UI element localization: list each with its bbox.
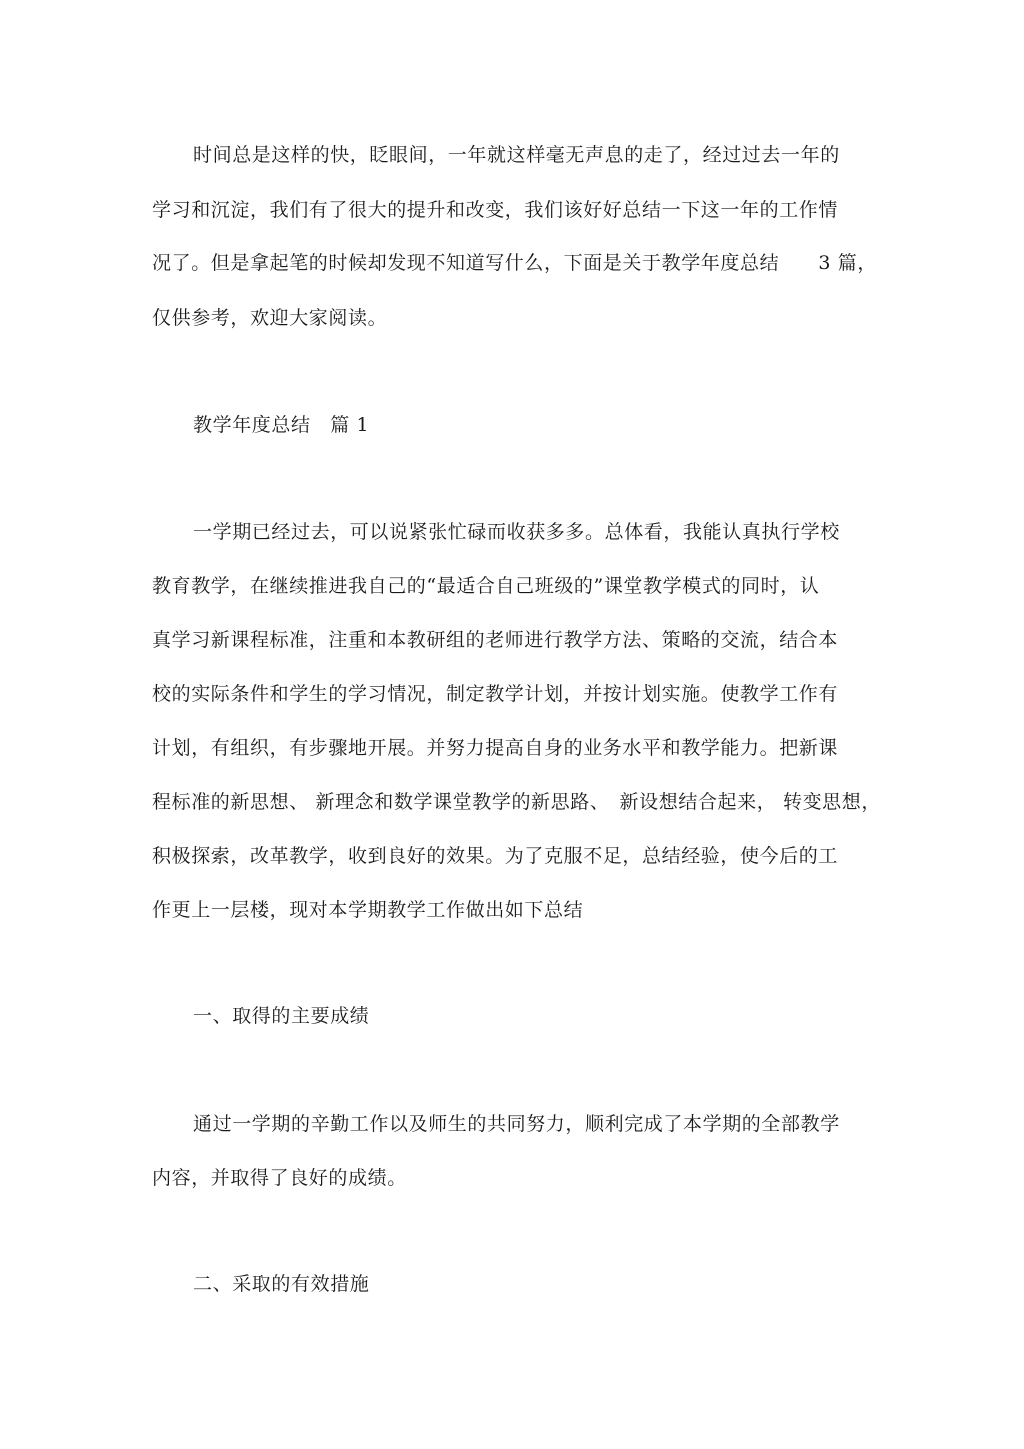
intro-line-1: 时间总是这样的快，眨眼间，一年就这样毫无声息的走了，经过过去一年的	[193, 144, 840, 166]
heading-achievements: 一、取得的主要成绩	[193, 1005, 370, 1027]
body-line-7: 积极探索，改革教学，收到良好的效果。为了克服不足，总结经验，使今后的工	[152, 845, 839, 867]
body-line-8: 作更上一层楼，现对本学期教学工作做出如下总结	[152, 899, 584, 921]
achievement-line-2: 内容，并取得了良好的成绩。	[152, 1167, 407, 1189]
body-line-2: 教育教学，在继续推进我自己的“最适合自己班级的”课堂教学模式的同时，认	[152, 575, 820, 597]
heading-measures: 二、采取的有效措施	[193, 1273, 370, 1295]
achievement-line-1: 通过一学期的辛勤工作以及师生的共同努力，顺利完成了本学期的全部教学	[193, 1113, 840, 1135]
body-line-5: 计划，有组织，有步骤地开展。并努力提高自身的业务水平和教学能力。把新课	[152, 737, 839, 759]
body-line-1: 一学期已经过去，可以说紧张忙碌而收获多多。总体看，我能认真执行学校	[193, 521, 840, 543]
body-line-3: 真学习新课程标准，注重和本教研组的老师进行教学方法、策略的交流，结合本	[152, 629, 839, 651]
intro-line-2: 学习和沉淀，我们有了很大的提升和改变，我们该好好总结一下这一年的工作情	[152, 199, 839, 221]
intro-line-4: 仅供参考，欢迎大家阅读。	[152, 307, 388, 329]
body-line-6: 程标准的新思想、 新理念和数学课堂教学的新思路、 新设想结合起来， 转变思想，	[152, 791, 881, 813]
section-title: 教学年度总结 篇 1	[193, 414, 370, 436]
intro-line-3: 况了。但是拿起笔的时候却发现不知道写什么，下面是关于教学年度总结 3 篇，	[152, 252, 877, 274]
body-line-4: 校的实际条件和学生的学习情况，制定教学计划，并按计划实施。使教学工作有	[152, 683, 839, 705]
